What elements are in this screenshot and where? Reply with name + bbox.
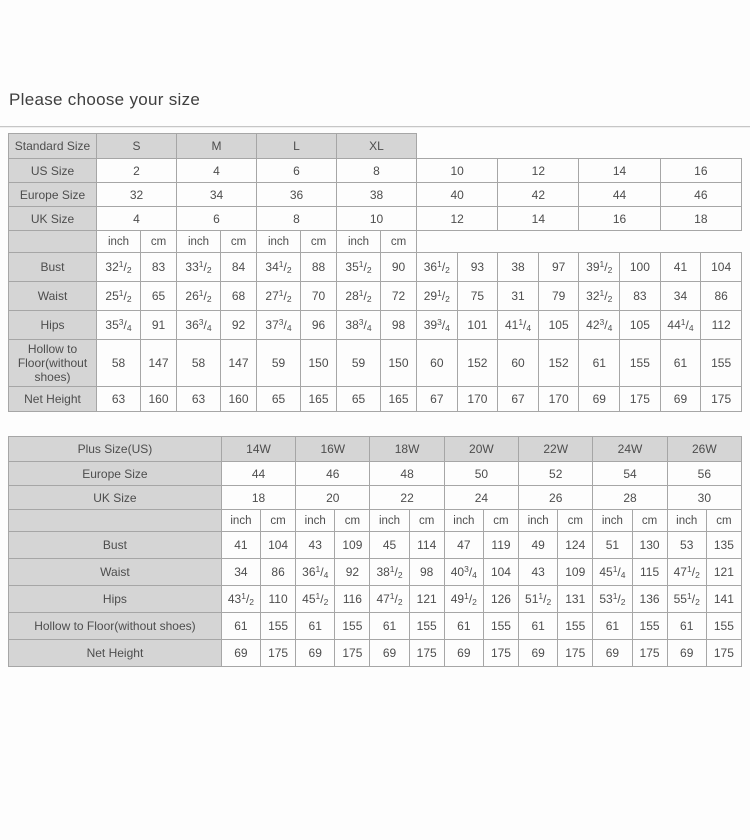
measure-value-cell: 104 xyxy=(261,532,296,559)
measure-value-cell: 155 xyxy=(409,613,444,640)
measure-value-cell: 175 xyxy=(632,640,667,667)
size-value-cell: 18 xyxy=(660,207,741,231)
measure-value-cell: 43 xyxy=(296,532,335,559)
unit-cm-header: cm xyxy=(558,510,593,532)
measure-value-cell: 121 xyxy=(706,559,741,586)
measure-value-cell: 109 xyxy=(558,559,593,586)
measure-value-cell: $37^3/_4$ xyxy=(257,311,301,340)
measure-value-cell: 131 xyxy=(558,586,593,613)
measure-value-cell: $49^1/_2$ xyxy=(444,586,483,613)
size-value-cell: 52 xyxy=(519,462,593,486)
measure-value-cell: 110 xyxy=(261,586,296,613)
size-value-cell: 16 xyxy=(660,159,741,183)
measure-value-cell: 97 xyxy=(538,253,579,282)
measure-value-cell: 147 xyxy=(141,340,177,387)
measure-value-cell: 175 xyxy=(409,640,444,667)
size-group-header: 26W xyxy=(667,437,741,462)
size-value-cell: 4 xyxy=(177,159,257,183)
unit-cm-header: cm xyxy=(141,231,177,253)
measure-value-cell: $39^1/_2$ xyxy=(579,253,620,282)
measure-value-cell: $27^1/_2$ xyxy=(257,282,301,311)
unit-inch-header: inch xyxy=(519,510,558,532)
row-label: Waist xyxy=(9,282,97,311)
size-value-cell: 10 xyxy=(337,207,417,231)
size-value-cell: 6 xyxy=(257,159,337,183)
measure-value-cell: 136 xyxy=(632,586,667,613)
measure-value-cell: 83 xyxy=(620,282,661,311)
row-label: Net Height xyxy=(9,387,97,412)
row-label: UK Size xyxy=(9,486,222,510)
measure-value-cell: 175 xyxy=(558,640,593,667)
row-label: Hollow to Floor(without shoes) xyxy=(9,613,222,640)
measure-value-cell: 124 xyxy=(558,532,593,559)
measure-value-cell: 34 xyxy=(221,559,260,586)
size-value-cell: 44 xyxy=(221,462,295,486)
measure-value-cell: $51^1/_2$ xyxy=(519,586,558,613)
measure-value-cell: 58 xyxy=(177,340,221,387)
size-value-cell: 18 xyxy=(221,486,295,510)
measure-value-cell: 43 xyxy=(519,559,558,586)
measure-value-cell: $40^3/_4$ xyxy=(444,559,483,586)
measure-value-cell: 51 xyxy=(593,532,632,559)
measure-value-cell: 84 xyxy=(221,253,257,282)
measure-value-cell: 41 xyxy=(221,532,260,559)
measure-value-cell: 61 xyxy=(660,340,701,387)
measure-value-cell: 61 xyxy=(579,340,620,387)
unit-cm-header: cm xyxy=(301,231,337,253)
measure-value-cell: 65 xyxy=(141,282,177,311)
row-label: US Size xyxy=(9,159,97,183)
unit-cm-header: cm xyxy=(261,510,296,532)
size-value-cell: 56 xyxy=(667,462,741,486)
measure-value-cell: 155 xyxy=(620,340,661,387)
size-value-cell: 14 xyxy=(579,159,660,183)
measure-value-cell: 175 xyxy=(706,640,741,667)
measure-value-cell: 61 xyxy=(370,613,409,640)
measure-value-cell: 69 xyxy=(370,640,409,667)
size-value-cell: 8 xyxy=(337,159,417,183)
measure-value-cell: 155 xyxy=(483,613,518,640)
measure-value-cell: 61 xyxy=(667,613,706,640)
measure-value-cell: 59 xyxy=(257,340,301,387)
size-value-cell: 48 xyxy=(370,462,444,486)
measure-value-cell: 165 xyxy=(381,387,417,412)
row-label: Europe Size xyxy=(9,462,222,486)
measure-value-cell: 98 xyxy=(409,559,444,586)
measure-value-cell: 160 xyxy=(141,387,177,412)
row-label: Net Height xyxy=(9,640,222,667)
measure-value-cell: $35^3/_4$ xyxy=(97,311,141,340)
size-group-header: L xyxy=(257,134,337,159)
measure-value-cell: 114 xyxy=(409,532,444,559)
measure-value-cell: 65 xyxy=(257,387,301,412)
measure-value-cell: 155 xyxy=(558,613,593,640)
measure-value-cell: 175 xyxy=(701,387,742,412)
measure-value-cell: 109 xyxy=(335,532,370,559)
standard-size-table xyxy=(8,133,742,412)
size-value-cell: 40 xyxy=(417,183,498,207)
page-title: Please choose your size xyxy=(9,90,201,109)
unit-cm-header: cm xyxy=(409,510,444,532)
measure-value-cell: 155 xyxy=(706,613,741,640)
measure-value-cell: $55^1/_2$ xyxy=(667,586,706,613)
measure-value-cell: $25^1/_2$ xyxy=(97,282,141,311)
size-value-cell: 32 xyxy=(97,183,177,207)
size-value-cell: 8 xyxy=(257,207,337,231)
measure-value-cell: 119 xyxy=(483,532,518,559)
measure-value-cell: 60 xyxy=(417,340,458,387)
unit-inch-header: inch xyxy=(221,510,260,532)
measure-value-cell: $41^1/_4$ xyxy=(498,311,539,340)
measure-value-cell: 90 xyxy=(381,253,417,282)
measure-value-cell: 126 xyxy=(483,586,518,613)
row-label: UK Size xyxy=(9,207,97,231)
unit-inch-header: inch xyxy=(370,510,409,532)
measure-value-cell: 69 xyxy=(593,640,632,667)
size-group-header: S xyxy=(97,134,177,159)
measure-value-cell: 75 xyxy=(457,282,498,311)
row-label: Hips xyxy=(9,586,222,613)
measure-value-cell: $35^1/_2$ xyxy=(337,253,381,282)
measure-value-cell: 175 xyxy=(483,640,518,667)
measure-value-cell: 92 xyxy=(221,311,257,340)
measure-value-cell: 49 xyxy=(519,532,558,559)
measure-value-cell: 69 xyxy=(296,640,335,667)
measure-value-cell: 155 xyxy=(632,613,667,640)
measure-value-cell: $38^3/_4$ xyxy=(337,311,381,340)
size-group-header: 14W xyxy=(221,437,295,462)
measure-value-cell: 69 xyxy=(667,640,706,667)
measure-value-cell: 86 xyxy=(701,282,742,311)
measure-value-cell: 141 xyxy=(706,586,741,613)
unit-cm-header: cm xyxy=(221,231,257,253)
size-value-cell: 46 xyxy=(660,183,741,207)
size-value-cell: 16 xyxy=(579,207,660,231)
size-value-cell: 26 xyxy=(519,486,593,510)
measure-value-cell: 47 xyxy=(444,532,483,559)
unit-inch-header: inch xyxy=(337,231,381,253)
measure-value-cell: 69 xyxy=(444,640,483,667)
measure-value-cell: 41 xyxy=(660,253,701,282)
measure-value-cell: $29^1/_2$ xyxy=(417,282,458,311)
measure-value-cell: 61 xyxy=(296,613,335,640)
size-value-cell: 12 xyxy=(498,159,579,183)
unit-cm-header: cm xyxy=(706,510,741,532)
size-value-cell: 34 xyxy=(177,183,257,207)
unit-inch-header: inch xyxy=(667,510,706,532)
size-value-cell: 2 xyxy=(97,159,177,183)
measure-value-cell: 53 xyxy=(667,532,706,559)
unit-inch-header: inch xyxy=(444,510,483,532)
measure-value-cell: 160 xyxy=(221,387,257,412)
measure-value-cell: 61 xyxy=(593,613,632,640)
measure-value-cell: 121 xyxy=(409,586,444,613)
measure-value-cell: 69 xyxy=(519,640,558,667)
measure-value-cell: 96 xyxy=(301,311,337,340)
measure-value-cell: 104 xyxy=(483,559,518,586)
size-value-cell: 50 xyxy=(444,462,518,486)
measure-value-cell: 83 xyxy=(141,253,177,282)
measure-value-cell: 63 xyxy=(97,387,141,412)
measure-value-cell: $34^1/_2$ xyxy=(257,253,301,282)
measure-value-cell: 60 xyxy=(498,340,539,387)
corner-label: Plus Size(US) xyxy=(9,437,222,462)
measure-value-cell: 68 xyxy=(221,282,257,311)
measure-value-cell: 152 xyxy=(457,340,498,387)
size-value-cell: 20 xyxy=(296,486,370,510)
measure-value-cell: 86 xyxy=(261,559,296,586)
measure-value-cell: 59 xyxy=(337,340,381,387)
unit-cm-header: cm xyxy=(335,510,370,532)
measure-value-cell: 150 xyxy=(301,340,337,387)
size-value-cell: 24 xyxy=(444,486,518,510)
size-value-cell: 14 xyxy=(498,207,579,231)
unit-cm-header: cm xyxy=(483,510,518,532)
measure-value-cell: 170 xyxy=(457,387,498,412)
measure-value-cell: 67 xyxy=(417,387,458,412)
measure-value-cell: 61 xyxy=(444,613,483,640)
measure-value-cell: 61 xyxy=(519,613,558,640)
size-group-header: XL xyxy=(337,134,417,159)
measure-value-cell: 152 xyxy=(538,340,579,387)
size-value-cell: 10 xyxy=(417,159,498,183)
measure-value-cell: 93 xyxy=(457,253,498,282)
size-group-header: 16W xyxy=(296,437,370,462)
measure-value-cell: 38 xyxy=(498,253,539,282)
unit-inch-header: inch xyxy=(177,231,221,253)
row-label: Hips xyxy=(9,311,97,340)
row-label: Europe Size xyxy=(9,183,97,207)
measure-value-cell: 105 xyxy=(620,311,661,340)
measure-value-cell: 105 xyxy=(538,311,579,340)
size-value-cell: 54 xyxy=(593,462,667,486)
measure-value-cell: 100 xyxy=(620,253,661,282)
measure-value-cell: 155 xyxy=(335,613,370,640)
measure-value-cell: 175 xyxy=(335,640,370,667)
measure-value-cell: 101 xyxy=(457,311,498,340)
measure-value-cell: 67 xyxy=(498,387,539,412)
corner-label: Standard Size xyxy=(9,134,97,159)
measure-value-cell: 150 xyxy=(381,340,417,387)
size-value-cell: 46 xyxy=(296,462,370,486)
size-group-header: 24W xyxy=(593,437,667,462)
measure-value-cell: 135 xyxy=(706,532,741,559)
measure-value-cell: $38^1/_2$ xyxy=(370,559,409,586)
measure-value-cell: 63 xyxy=(177,387,221,412)
size-value-cell: 28 xyxy=(593,486,667,510)
measure-value-cell: $36^1/_4$ xyxy=(296,559,335,586)
row-label: Hollow to Floor(without shoes) xyxy=(9,340,97,387)
row-label: Bust xyxy=(9,532,222,559)
size-group-header: 22W xyxy=(519,437,593,462)
measure-value-cell: $28^1/_2$ xyxy=(337,282,381,311)
measure-value-cell: 98 xyxy=(381,311,417,340)
measure-value-cell: 92 xyxy=(335,559,370,586)
measure-value-cell: 170 xyxy=(538,387,579,412)
measure-value-cell: 155 xyxy=(261,613,296,640)
size-value-cell: 44 xyxy=(579,183,660,207)
measure-value-cell: 165 xyxy=(301,387,337,412)
measure-value-cell: $33^1/_2$ xyxy=(177,253,221,282)
size-value-cell: 6 xyxy=(177,207,257,231)
measure-value-cell: 69 xyxy=(579,387,620,412)
size-value-cell: 12 xyxy=(417,207,498,231)
measure-value-cell: 115 xyxy=(632,559,667,586)
measure-value-cell: 147 xyxy=(221,340,257,387)
measure-value-cell: $32^1/_2$ xyxy=(579,282,620,311)
measure-value-cell: 175 xyxy=(261,640,296,667)
measure-value-cell: 65 xyxy=(337,387,381,412)
measure-value-cell: 91 xyxy=(141,311,177,340)
measure-value-cell: $47^1/_2$ xyxy=(370,586,409,613)
size-value-cell: 4 xyxy=(97,207,177,231)
measure-value-cell: $42^3/_4$ xyxy=(579,311,620,340)
measure-value-cell: 130 xyxy=(632,532,667,559)
unit-cm-header: cm xyxy=(381,231,417,253)
measure-value-cell: 58 xyxy=(97,340,141,387)
measure-value-cell: 34 xyxy=(660,282,701,311)
size-group-header: M xyxy=(177,134,257,159)
size-value-cell: 22 xyxy=(370,486,444,510)
size-value-cell: 42 xyxy=(498,183,579,207)
unit-row-label xyxy=(9,510,222,532)
measure-value-cell: $36^1/_2$ xyxy=(417,253,458,282)
measure-value-cell: $32^1/_2$ xyxy=(97,253,141,282)
size-value-cell: 36 xyxy=(257,183,337,207)
row-label: Waist xyxy=(9,559,222,586)
measure-value-cell: $26^1/_2$ xyxy=(177,282,221,311)
unit-row-label xyxy=(9,231,97,253)
measure-value-cell: $43^1/_2$ xyxy=(221,586,260,613)
measure-value-cell: 104 xyxy=(701,253,742,282)
measure-value-cell: $45^1/_4$ xyxy=(593,559,632,586)
measure-value-cell: 69 xyxy=(221,640,260,667)
plus-size-table xyxy=(8,436,742,667)
measure-value-cell: $53^1/_2$ xyxy=(593,586,632,613)
measure-value-cell: 45 xyxy=(370,532,409,559)
size-value-cell: 38 xyxy=(337,183,417,207)
measure-value-cell: 79 xyxy=(538,282,579,311)
measure-value-cell: 155 xyxy=(701,340,742,387)
measure-value-cell: $45^1/_2$ xyxy=(296,586,335,613)
size-group-header: 20W xyxy=(444,437,518,462)
measure-value-cell: 88 xyxy=(301,253,337,282)
measure-value-cell: 112 xyxy=(701,311,742,340)
unit-inch-header: inch xyxy=(97,231,141,253)
measure-value-cell: 61 xyxy=(221,613,260,640)
size-value-cell: 30 xyxy=(667,486,741,510)
measure-value-cell: $47^1/_2$ xyxy=(667,559,706,586)
measure-value-cell: 69 xyxy=(660,387,701,412)
measure-value-cell: 72 xyxy=(381,282,417,311)
measure-value-cell: $36^3/_4$ xyxy=(177,311,221,340)
unit-inch-header: inch xyxy=(296,510,335,532)
measure-value-cell: $39^3/_4$ xyxy=(417,311,458,340)
size-group-header: 18W xyxy=(370,437,444,462)
measure-value-cell: 31 xyxy=(498,282,539,311)
measure-value-cell: 175 xyxy=(620,387,661,412)
title-divider xyxy=(0,126,750,128)
unit-inch-header: inch xyxy=(257,231,301,253)
measure-value-cell: 116 xyxy=(335,586,370,613)
unit-inch-header: inch xyxy=(593,510,632,532)
row-label: Bust xyxy=(9,253,97,282)
unit-cm-header: cm xyxy=(632,510,667,532)
measure-value-cell: $44^1/_4$ xyxy=(660,311,701,340)
measure-value-cell: 70 xyxy=(301,282,337,311)
